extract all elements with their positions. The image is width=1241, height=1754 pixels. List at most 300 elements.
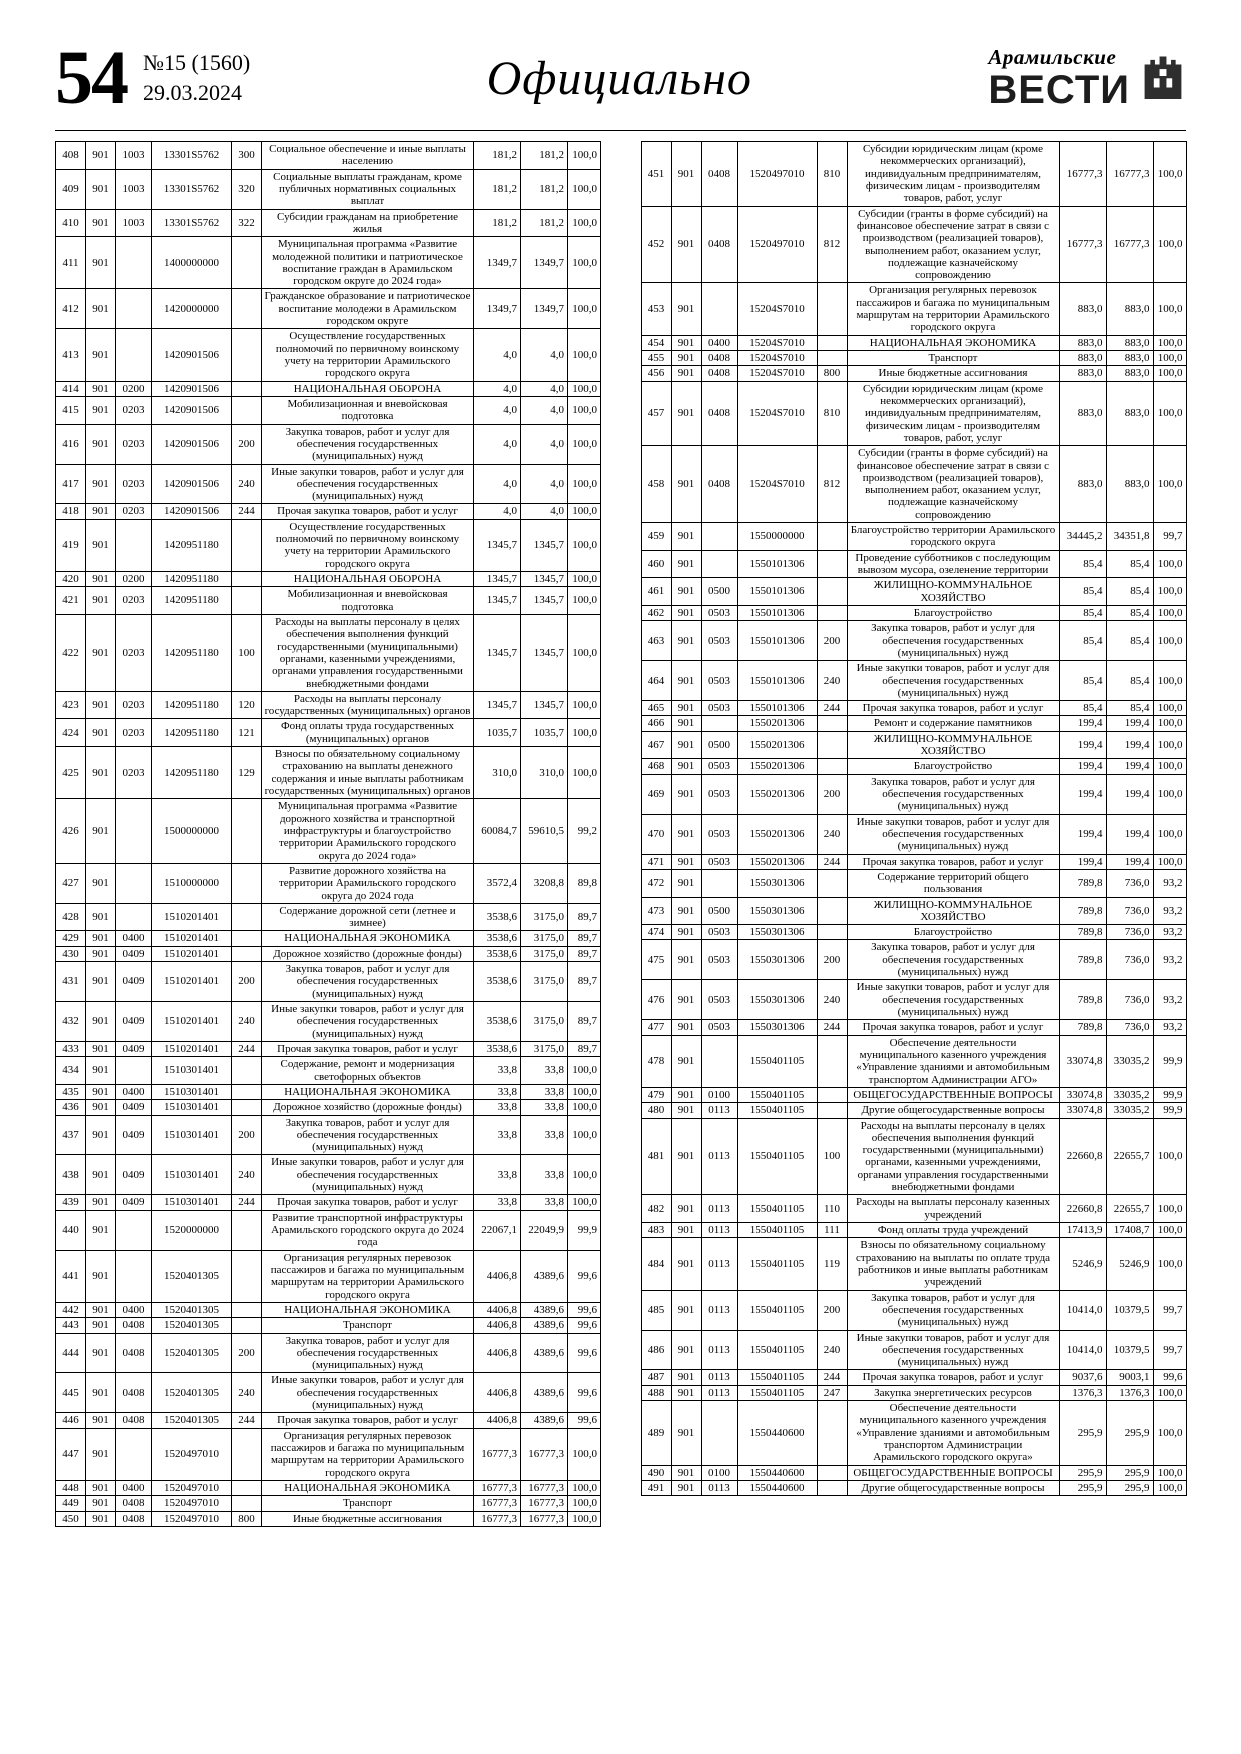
table-cell: 1550401105 <box>737 1035 817 1087</box>
table-cell: 480 <box>641 1103 671 1118</box>
table-cell: Субсидии юридическим лицам (кроме некоммерческих организаций), индивидуальным предпринимателям, физическим лицам - производителям товаров, работ, услуг <box>847 142 1059 207</box>
table-cell: 1400000000 <box>152 237 232 289</box>
table-cell: Прочая закупка товаров, работ и услуг <box>262 1413 474 1428</box>
table-cell: 901 <box>86 962 116 1002</box>
table-cell <box>817 605 847 620</box>
table-cell: 100,0 <box>1153 731 1186 759</box>
table-cell: 1550401105 <box>737 1290 817 1330</box>
table-cell: Закупка товаров, работ и услуг для обеспечения государственных (муниципальных) нужд <box>262 1115 474 1155</box>
table-cell: 200 <box>232 1115 262 1155</box>
table-cell: 0503 <box>701 661 737 701</box>
table-cell: 100,0 <box>1153 206 1186 283</box>
table-row <box>641 925 1186 940</box>
table-cell: 1345,7 <box>521 519 568 571</box>
table-cell: 736,0 <box>1106 897 1153 925</box>
table-row <box>641 731 1186 759</box>
table-cell: 901 <box>86 1210 116 1250</box>
table-cell: 475 <box>641 940 671 980</box>
table-row <box>56 1155 601 1195</box>
table-cell: 901 <box>86 169 116 209</box>
table-cell: 409 <box>56 169 86 209</box>
table-cell: 33035,2 <box>1106 1087 1153 1102</box>
table-cell: 1345,7 <box>474 572 521 587</box>
table-cell: 460 <box>641 550 671 578</box>
table-row <box>56 691 601 719</box>
table-cell: 901 <box>671 1465 701 1480</box>
table-cell: 901 <box>671 1480 701 1495</box>
table-cell: 883,0 <box>1106 335 1153 350</box>
table-cell: 240 <box>817 661 847 701</box>
table-cell: 13301S5762 <box>152 209 232 237</box>
table-row <box>641 1103 1186 1118</box>
table-cell: 89,7 <box>568 1002 601 1042</box>
table-cell: 16777,3 <box>1106 206 1153 283</box>
table-cell: 901 <box>86 1428 116 1480</box>
table-cell: 416 <box>56 424 86 464</box>
table-cell: Фонд оплаты труда государственных (муниципальных) органов <box>262 719 474 747</box>
table-cell: 1420951180 <box>152 747 232 799</box>
table-cell: 423 <box>56 691 86 719</box>
table-cell: 1550201306 <box>737 774 817 814</box>
table-cell: Благоустройство <box>847 759 1059 774</box>
table-cell: 100,0 <box>1153 1480 1186 1495</box>
table-cell: 453 <box>641 283 671 335</box>
table-cell: 1520497010 <box>737 206 817 283</box>
table-cell: 883,0 <box>1106 446 1153 523</box>
table-cell: 0500 <box>701 578 737 606</box>
table-cell: 901 <box>86 1250 116 1302</box>
table-cell <box>232 863 262 903</box>
table-cell: 901 <box>86 799 116 864</box>
table-cell: 200 <box>232 962 262 1002</box>
table-cell: 484 <box>641 1238 671 1290</box>
table-cell: 901 <box>86 1496 116 1511</box>
table-cell: 240 <box>817 980 847 1020</box>
table-cell: 1520497010 <box>152 1496 232 1511</box>
table-row <box>641 1370 1186 1385</box>
table-cell: 100,0 <box>1153 1118 1186 1195</box>
table-cell <box>232 903 262 931</box>
table-cell: 0203 <box>116 464 152 504</box>
table-cell: 16777,3 <box>521 1428 568 1480</box>
table-cell: 445 <box>56 1373 86 1413</box>
table-cell: 0113 <box>701 1238 737 1290</box>
table-cell <box>817 1087 847 1102</box>
table-cell: Гражданское образование и патриотическое воспитание молодежи в Арамильском городском округе <box>262 289 474 329</box>
table-cell: 437 <box>56 1115 86 1155</box>
table-cell: 901 <box>671 283 701 335</box>
table-cell: 789,8 <box>1059 925 1106 940</box>
table-cell: 883,0 <box>1106 283 1153 335</box>
table-row <box>641 446 1186 523</box>
table-cell: 4406,8 <box>474 1413 521 1428</box>
table-cell: 99,6 <box>568 1333 601 1373</box>
table-cell: 736,0 <box>1106 980 1153 1020</box>
table-cell: Субсидии юридическим лицам (кроме некоммерческих организаций), индивидуальным предпринимателям, физическим лицам - производителям товаров, работ, услуг <box>847 381 1059 446</box>
table-cell: 1550101306 <box>737 661 817 701</box>
table-cell: 310,0 <box>521 747 568 799</box>
table-cell <box>817 283 847 335</box>
table-cell: 0408 <box>701 206 737 283</box>
table-row <box>56 931 601 946</box>
table-row <box>56 169 601 209</box>
table-cell: 1420901506 <box>152 504 232 519</box>
table-cell: 901 <box>671 897 701 925</box>
table-cell: 100,0 <box>1153 1238 1186 1290</box>
table-cell: Закупка товаров, работ и услуг для обеспечения государственных (муниципальных) нужд <box>847 940 1059 980</box>
table-cell: 465 <box>641 701 671 716</box>
table-cell: 448 <box>56 1480 86 1495</box>
table-cell: 0203 <box>116 719 152 747</box>
table-cell: 0409 <box>116 962 152 1002</box>
table-cell: 474 <box>641 925 671 940</box>
table-cell: 901 <box>671 701 701 716</box>
table-cell: 0408 <box>701 446 737 523</box>
table-cell: 16777,3 <box>1059 206 1106 283</box>
table-cell: 60084,7 <box>474 799 521 864</box>
table-cell: 4406,8 <box>474 1318 521 1333</box>
table-cell: 100,0 <box>1153 578 1186 606</box>
table-row <box>56 209 601 237</box>
table-cell <box>817 1401 847 1466</box>
table-row <box>56 1373 601 1413</box>
table-cell: 33,8 <box>474 1195 521 1210</box>
table-cell: 901 <box>671 1401 701 1466</box>
table-cell: 0203 <box>116 747 152 799</box>
table-cell: 0409 <box>116 1002 152 1042</box>
table-cell: ОБЩЕГОСУДАРСТВЕННЫЕ ВОПРОСЫ <box>847 1465 1059 1480</box>
table-cell: 414 <box>56 381 86 396</box>
table-cell: 1520497010 <box>152 1480 232 1495</box>
table-cell: 33,8 <box>474 1057 521 1085</box>
table-cell: 99,6 <box>568 1250 601 1302</box>
table-cell: 1520401305 <box>152 1373 232 1413</box>
table-cell: 447 <box>56 1428 86 1480</box>
table-cell: 100,0 <box>1153 335 1186 350</box>
table-cell: 3572,4 <box>474 863 521 903</box>
table-row <box>56 1115 601 1155</box>
table-row <box>56 289 601 329</box>
table-cell: 295,9 <box>1059 1401 1106 1466</box>
table-cell <box>116 1057 152 1085</box>
table-row <box>641 1385 1186 1400</box>
table-cell: 1420901506 <box>152 396 232 424</box>
table-cell: 476 <box>641 980 671 1020</box>
table-cell: Расходы на выплаты персоналу казенных учреждений <box>847 1195 1059 1223</box>
table-cell: 481 <box>641 1118 671 1195</box>
table-cell: 99,9 <box>568 1210 601 1250</box>
table-cell: Закупка товаров, работ и услуг для обеспечения государственных (муниципальных) нужд <box>847 774 1059 814</box>
table-cell: 100,0 <box>568 329 601 381</box>
table-cell: 901 <box>671 940 701 980</box>
table-row <box>56 1250 601 1302</box>
budget-table-right <box>641 141 1187 1496</box>
table-cell: 100,0 <box>1153 716 1186 731</box>
table-cell: 901 <box>671 351 701 366</box>
table-cell <box>232 1318 262 1333</box>
table-cell: Обеспечение деятельности муниципального казенного учреждения «Управление зданиями и автомобильным транспортом Администрации Арамильского городского округа» <box>847 1401 1059 1466</box>
table-cell: 100,0 <box>568 464 601 504</box>
table-cell: 100,0 <box>568 1100 601 1115</box>
table-cell: 0113 <box>701 1480 737 1495</box>
table-cell: 901 <box>671 759 701 774</box>
table-cell: 789,8 <box>1059 897 1106 925</box>
section-title: Официально <box>486 51 752 105</box>
table-cell: Взносы по обязательному социальному страхованию на выплаты денежного содержания и иные выплаты работникам государственных (муниципальных) органов <box>262 747 474 799</box>
table-cell: НАЦИОНАЛЬНАЯ ЭКОНОМИКА <box>847 335 1059 350</box>
table-cell: 901 <box>671 774 701 814</box>
table-cell: 10379,5 <box>1106 1290 1153 1330</box>
table-cell: 1420951180 <box>152 519 232 571</box>
table-cell: 413 <box>56 329 86 381</box>
table-row <box>56 1057 601 1085</box>
table-cell: 100,0 <box>568 381 601 396</box>
table-cell: 4406,8 <box>474 1373 521 1413</box>
table-row <box>56 1480 601 1495</box>
table-cell <box>817 925 847 940</box>
table-cell: 99,7 <box>1153 523 1186 551</box>
table-cell: 16777,3 <box>521 1496 568 1511</box>
table-cell: 1550440600 <box>737 1401 817 1466</box>
header-divider <box>55 130 1186 131</box>
table-cell <box>232 1100 262 1115</box>
table-cell <box>232 1302 262 1317</box>
table-cell: 121 <box>232 719 262 747</box>
table-cell: 0409 <box>116 946 152 961</box>
table-cell: 901 <box>671 814 701 854</box>
table-cell: 1550201306 <box>737 716 817 731</box>
table-cell: 33,8 <box>521 1057 568 1085</box>
table-cell: 1003 <box>116 142 152 170</box>
table-cell: 0409 <box>116 1041 152 1056</box>
table-cell: 33,8 <box>474 1084 521 1099</box>
table-cell <box>701 550 737 578</box>
table-cell: 459 <box>641 523 671 551</box>
table-cell: 100,0 <box>568 719 601 747</box>
table-cell: 240 <box>232 1155 262 1195</box>
table-cell: Социальные выплаты гражданам, кроме публичных нормативных социальных выплат <box>262 169 474 209</box>
table-cell: Прочая закупка товаров, работ и услуг <box>262 1041 474 1056</box>
table-cell: 439 <box>56 1195 86 1210</box>
table-cell: 0503 <box>701 774 737 814</box>
table-cell <box>701 869 737 897</box>
table-cell: 33074,8 <box>1059 1035 1106 1087</box>
table-cell: 901 <box>671 925 701 940</box>
table-cell: 0408 <box>116 1511 152 1526</box>
table-cell: 901 <box>86 1373 116 1413</box>
table-cell: 482 <box>641 1195 671 1223</box>
table-cell: 1550101306 <box>737 701 817 716</box>
table-cell: 10414,0 <box>1059 1290 1106 1330</box>
table-cell: Иные закупки товаров, работ и услуг для обеспечения государственных (муниципальных) нужд <box>847 980 1059 1020</box>
table-cell: 789,8 <box>1059 980 1106 1020</box>
table-cell: 901 <box>671 206 701 283</box>
table-cell: 491 <box>641 1480 671 1495</box>
table-cell: 0113 <box>701 1385 737 1400</box>
table-cell: 1550201306 <box>737 731 817 759</box>
table-row <box>56 142 601 170</box>
table-cell: 10379,5 <box>1106 1330 1153 1370</box>
budget-table-left <box>55 141 601 1527</box>
table-cell: 1510201401 <box>152 946 232 961</box>
table-cell: 100,0 <box>1153 814 1186 854</box>
table-row <box>641 1195 1186 1223</box>
table-cell <box>232 329 262 381</box>
table-cell: 1345,7 <box>521 572 568 587</box>
table-cell: 240 <box>232 1373 262 1413</box>
table-cell: 100,0 <box>1153 550 1186 578</box>
table-cell: 199,4 <box>1059 854 1106 869</box>
table-cell: 901 <box>86 572 116 587</box>
table-cell: 901 <box>86 396 116 424</box>
table-cell: 100,0 <box>1153 1385 1186 1400</box>
table-cell: 22660,8 <box>1059 1118 1106 1195</box>
table-cell: 100,0 <box>568 237 601 289</box>
table-cell: 452 <box>641 206 671 283</box>
table-row <box>56 719 601 747</box>
table-cell: 1520000000 <box>152 1210 232 1250</box>
table-cell: 454 <box>641 335 671 350</box>
table-cell: 901 <box>671 854 701 869</box>
table-cell: Муниципальная программа «Развитие молодежной политики и патриотическое воспитание граждан в Арамильском городском округе до 2024 года» <box>262 237 474 289</box>
table-cell: 901 <box>86 329 116 381</box>
table-row <box>641 523 1186 551</box>
table-cell <box>817 578 847 606</box>
table-cell: 1550401105 <box>737 1370 817 1385</box>
table-cell: 901 <box>671 1103 701 1118</box>
table-cell: Прочая закупка товаров, работ и услуг <box>847 1020 1059 1035</box>
table-cell: 16777,3 <box>1106 142 1153 207</box>
table-cell: 901 <box>671 1290 701 1330</box>
table-cell: 4406,8 <box>474 1302 521 1317</box>
table-cell: 901 <box>671 523 701 551</box>
table-cell: 429 <box>56 931 86 946</box>
table-cell: 93,2 <box>1153 980 1186 1020</box>
table-cell: 901 <box>86 614 116 691</box>
table-cell: 0200 <box>116 572 152 587</box>
table-cell: 0100 <box>701 1087 737 1102</box>
table-cell <box>232 1496 262 1511</box>
table-cell: 93,2 <box>1153 925 1186 940</box>
table-cell: 100,0 <box>568 587 601 615</box>
table-cell: 100,0 <box>1153 1223 1186 1238</box>
table-row <box>641 774 1186 814</box>
table-cell: 458 <box>641 446 671 523</box>
table-cell: 901 <box>671 980 701 1020</box>
table-cell: 1550101306 <box>737 605 817 620</box>
table-cell: 417 <box>56 464 86 504</box>
table-cell: 199,4 <box>1059 716 1106 731</box>
table-cell: 1510301401 <box>152 1115 232 1155</box>
table-cell: 0400 <box>701 335 737 350</box>
table-cell <box>232 1250 262 1302</box>
table-cell: 1345,7 <box>474 519 521 571</box>
table-cell: 1550401105 <box>737 1195 817 1223</box>
table-cell: 1510301401 <box>152 1195 232 1210</box>
table-cell: 199,4 <box>1106 774 1153 814</box>
table-cell: 901 <box>86 1100 116 1115</box>
table-cell: Расходы на выплаты персоналу в целях обеспечения выполнения функций государственными (муниципальными) органами, казенными учреждениями, органами управления государственными внебюджетными фондами <box>262 614 474 691</box>
table-cell: 901 <box>86 464 116 504</box>
table-cell: 33,8 <box>521 1115 568 1155</box>
table-cell: Субсидии (гранты в форме субсидий) на финансовое обеспечение затрат в связи с производством (реализацией товаров), выполнением работ, оказанием услуг, подлежащие казначейскому сопровождению <box>847 446 1059 523</box>
table-cell: 901 <box>671 381 701 446</box>
table-cell: 0409 <box>116 1195 152 1210</box>
masthead <box>55 30 1186 126</box>
table-cell: 16777,3 <box>474 1511 521 1526</box>
table-cell: 1349,7 <box>474 237 521 289</box>
table-row <box>56 1210 601 1250</box>
table-cell: Взносы по обязательному социальному страхованию на выплаты по оплате труда работников и иные выплаты работникам учреждений <box>847 1238 1059 1290</box>
table-cell: 100,0 <box>568 1480 601 1495</box>
table-cell: 443 <box>56 1318 86 1333</box>
table-cell: 100,0 <box>1153 759 1186 774</box>
table-row <box>56 1333 601 1373</box>
table-row <box>641 854 1186 869</box>
table-row <box>641 381 1186 446</box>
table-cell: Закупка товаров, работ и услуг для обеспечения государственных (муниципальных) нужд <box>847 621 1059 661</box>
table-cell: 33035,2 <box>1106 1035 1153 1087</box>
table-cell: 89,7 <box>568 946 601 961</box>
table-cell: 800 <box>817 366 847 381</box>
table-cell: 736,0 <box>1106 940 1153 980</box>
table-cell: 469 <box>641 774 671 814</box>
table-cell: 466 <box>641 716 671 731</box>
table-cell <box>232 1057 262 1085</box>
table-cell: 16777,3 <box>1059 142 1106 207</box>
table-cell: 100,0 <box>1153 1465 1186 1480</box>
table-cell: 240 <box>817 1330 847 1370</box>
table-cell: 0409 <box>116 1100 152 1115</box>
table-cell <box>116 1250 152 1302</box>
table-row <box>641 661 1186 701</box>
table-cell: 129 <box>232 747 262 799</box>
table-cell: 901 <box>86 1057 116 1085</box>
table-cell: 901 <box>86 903 116 931</box>
table-cell: 85,4 <box>1106 605 1153 620</box>
table-cell <box>116 289 152 329</box>
table-cell: 93,2 <box>1153 940 1186 980</box>
table-cell: 3175,0 <box>521 1002 568 1042</box>
table-cell: 15204S7010 <box>737 366 817 381</box>
table-cell: 100,0 <box>568 424 601 464</box>
table-cell: 33,8 <box>474 1100 521 1115</box>
table-cell: 4,0 <box>521 396 568 424</box>
table-cell: 428 <box>56 903 86 931</box>
table-row <box>641 1330 1186 1370</box>
table-cell: 100,0 <box>568 1155 601 1195</box>
table-row <box>56 1511 601 1526</box>
table-cell: 1420000000 <box>152 289 232 329</box>
table-cell <box>701 523 737 551</box>
table-cell: 0408 <box>701 142 737 207</box>
table-cell: 99,6 <box>568 1373 601 1413</box>
table-cell: 901 <box>86 381 116 396</box>
table-cell: 85,4 <box>1106 621 1153 661</box>
table-cell: 1345,7 <box>521 614 568 691</box>
castle-crest-icon <box>1140 48 1186 109</box>
table-cell: 100,0 <box>568 209 601 237</box>
table-cell <box>817 550 847 578</box>
table-cell: Иные закупки товаров, работ и услуг для обеспечения государственных (муниципальных) нужд <box>847 661 1059 701</box>
newspaper-logo <box>988 44 1186 112</box>
table-cell: 34445,2 <box>1059 523 1106 551</box>
table-cell: 478 <box>641 1035 671 1087</box>
table-cell: 901 <box>86 1413 116 1428</box>
table-cell: 486 <box>641 1330 671 1370</box>
table-cell: 479 <box>641 1087 671 1102</box>
table-cell: 901 <box>86 424 116 464</box>
